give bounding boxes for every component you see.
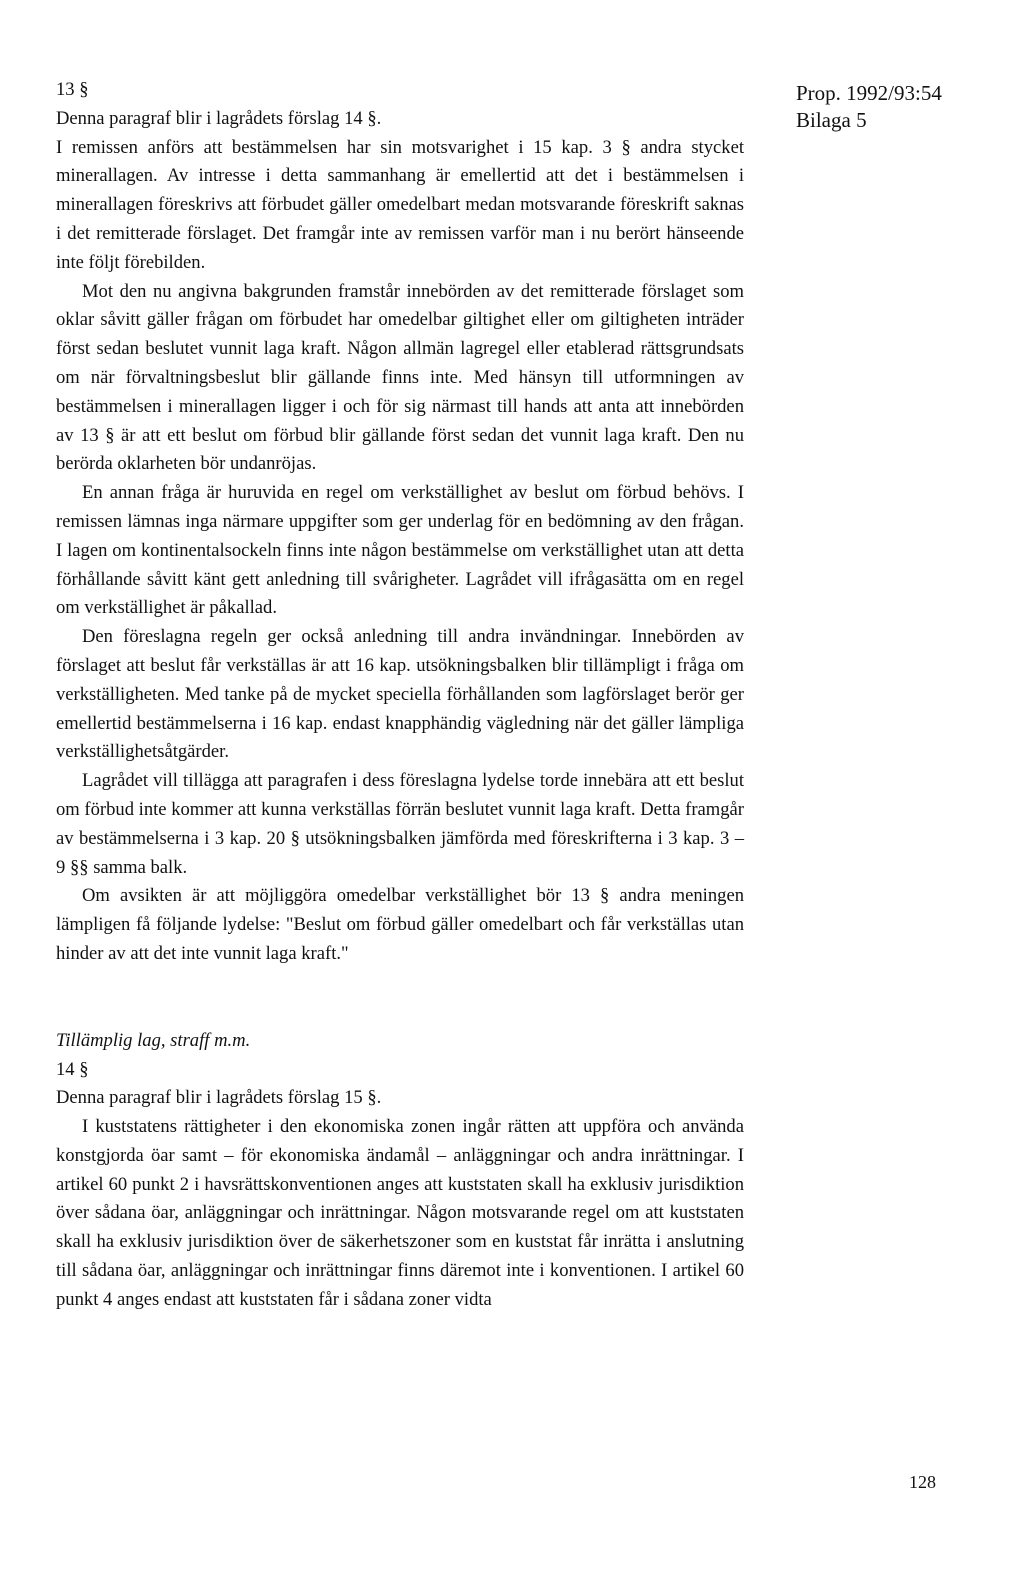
paragraph: Lagrådet vill tillägga att paragrafen i dess föreslagna lydelse torde innebära att ett beslut om förbud inte kommer att kunna verkställas förrän beslutet vunnit laga kraft. Detta framgår av bestämmelserna i 3 kap. 20 § utsökningsbalken jämförda med föreskrifterna i 3 kap. 3 – 9 §§ samma balk.	[56, 770, 744, 878]
paragraph: I kuststatens rättigheter i den ekonomiska zonen ingår rätten att uppföra och använda konstgjorda öar samt – för ekonomiska ändamål – anläggningar och andra inrättningar. I artikel 60 punkt 2 i havsrättskonventionen anges att kuststaten skall ha exklusiv jurisdiktion över sådana öar, anläggningar och inrättningar. Någon motsvarande regel om att kuststaten skall ha exklusiv jurisdiktion över de säkerhetszoner som en kuststat får inrätta i anslutning till sådana öar, anläggningar och inrättningar finns däremot inte i konventionen. I artikel 60 punkt 4 anges endast att kuststaten får i sådana zoner vidta	[56, 1116, 744, 1310]
paragraph: En annan fråga är huruvida en regel om verkställighet av beslut om förbud behövs. I remissen lämnas inga närmare uppgifter som ger underlag för en bedömning av den frågan. I lagen om kontinentalsockeln finns inte någon bestämmelse om verkställighet utan att detta förhållande såvitt känt gett anledning till svårigheter. Lagrådet vill ifrågasätta om en regel om verkställighet är påkallad.	[56, 482, 744, 619]
section-heading-14: 14 §	[56, 1058, 89, 1080]
paragraph: Den föreslagna regeln ger också anledning till andra invändningar. Innebörden av förslaget att beslut får verkställas är att 16 kap. utsökningsbalken blir tillämpligt i fråga om verkställigheten. Med tanke på de mycket speciella förhållanden som lagförslaget berör ger emellertid bestämmelserna i 16 kap. endast knapphändig vägledning när det gäller lämpliga verkställighetsåtgärder.	[56, 626, 744, 763]
section-heading-13: 13 §	[56, 79, 89, 100]
header-reference	[796, 80, 942, 134]
proposition-number: Prop. 1992/93:54	[796, 81, 942, 105]
page-number: 128	[909, 1472, 936, 1492]
paragraph: I remissen anförs att bestämmelsen har sin motsvarighet i 15 kap. 3 § andra stycket minerallagen. Av intresse i detta sammanhang är emellertid att det i bestämmelsen i minerallagen föreskrivs att förbudet gäller omedelbart medan motsvarande föreskrift saknas i det remitterade förslaget. Det framgår inte av remissen varför man i nu berört hänseende inte följt förebilden.	[56, 136, 744, 273]
paragraph: Mot den nu angivna bakgrunden framstår innebörden av det remitterade förslaget som oklar såvitt gäller frågan om förbudet har omedelbar giltighet eller om giltigheten inträder först sedan beslutet vunnit laga kraft. Någon allmän lagregel eller etablerad rättsgrundsats om när förvaltningsbeslut blir gällande finns inte. Med hänsyn till utformningen av bestämmelsen i minerallagen ligger i och för sig närmast till hands att anta att innebörden av 13 § är att ett beslut om förbud blir gällande först sedan det vunnit laga kraft. Den nu berörda oklarheten bör undanröjas.	[56, 280, 744, 475]
appendix-label: Bilaga 5	[796, 108, 867, 132]
section-subheading: Tillämplig lag, straff m.m.	[56, 1029, 251, 1051]
paragraph: Om avsikten är att möjliggöra omedelbar verkställighet bör 13 § andra meningen lämpligen få följande lydelse: "Beslut om förbud gäller omedelbart och får verkställas utan hinder av att det inte vunnit laga kraft."	[56, 885, 744, 964]
main-text	[56, 76, 744, 1315]
paragraph: Denna paragraf blir i lagrådets förslag 15 §.	[56, 1087, 382, 1109]
paragraph: Denna paragraf blir i lagrådets förslag 14 §.	[56, 107, 382, 129]
